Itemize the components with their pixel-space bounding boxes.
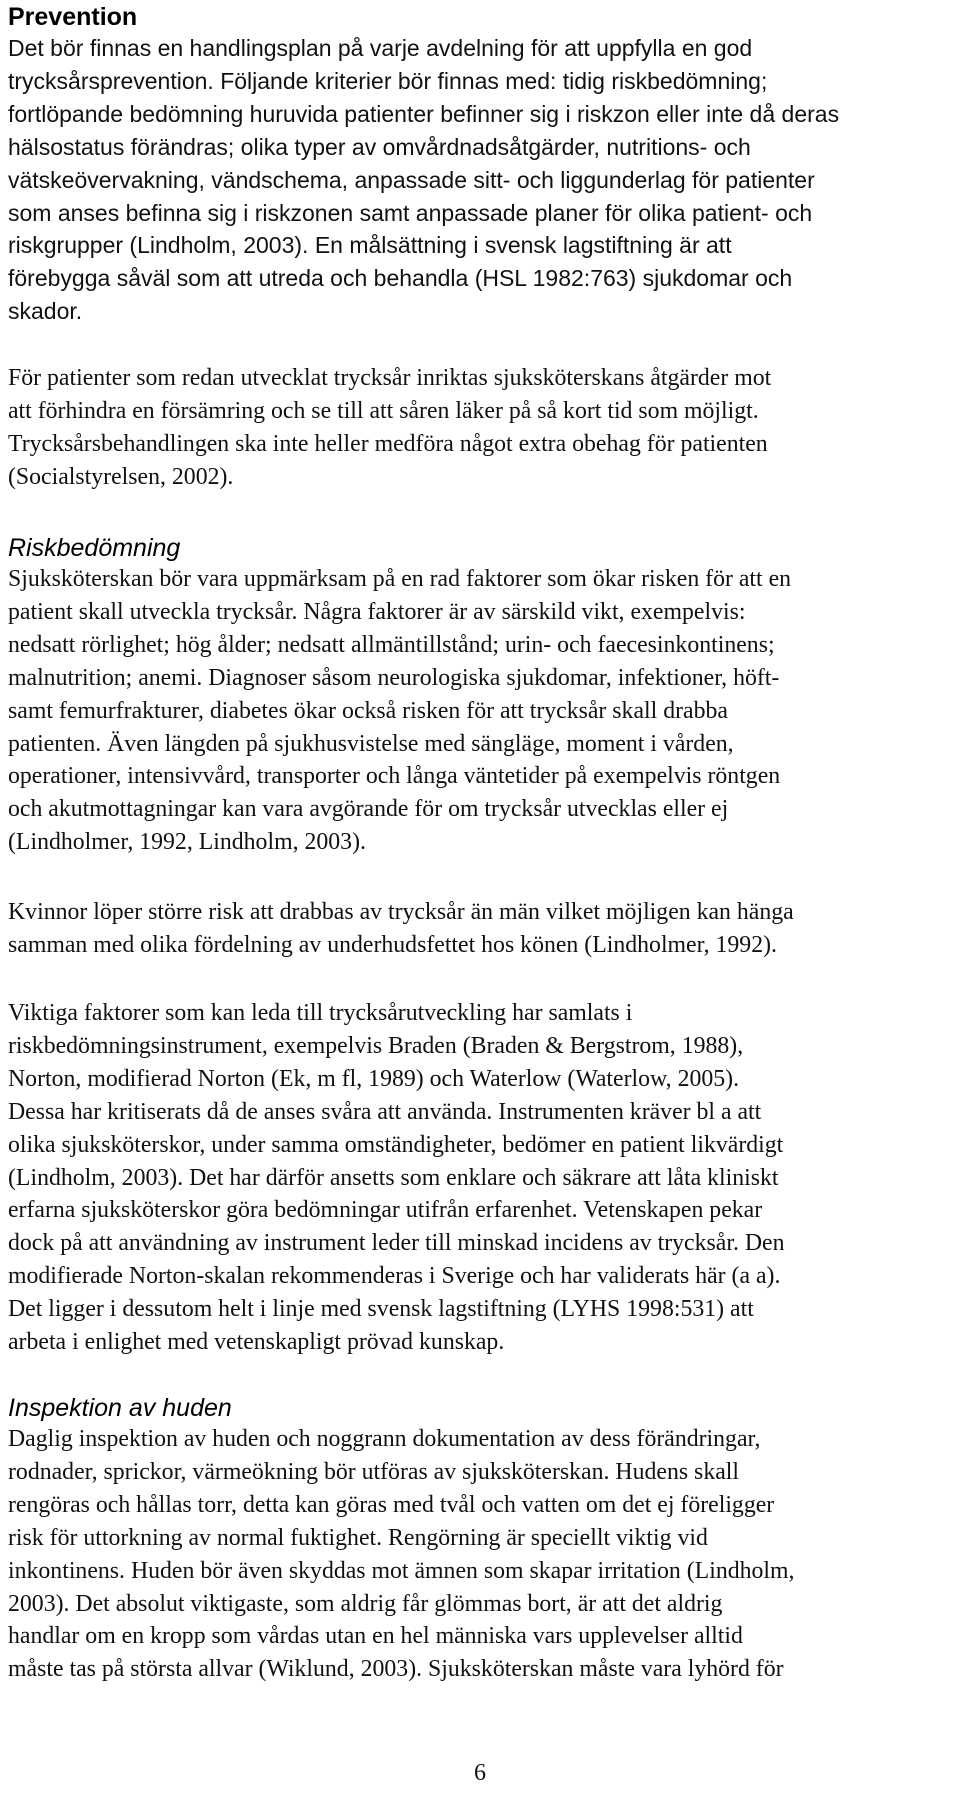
text-line: förebygga såväl som att utreda och behandla (HSL 1982:763) sjukdomar och	[8, 265, 793, 292]
section-prevention	[8, 2, 952, 328]
text-line: skador.	[8, 298, 83, 325]
text-line: handlar om en kropp som vårdas utan en hel människa vars upplevelser alltid	[8, 1623, 743, 1650]
text-line: att förhindra en försämring och se till att såren läker på så kort tid som möjligt.	[8, 397, 759, 424]
text-line: Daglig inspektion av huden och noggrann dokumentation av dess förändringar,	[8, 1426, 761, 1452]
text-line: måste tas på största allvar (Wiklund, 2003). Sjuksköterskan måste vara lyhörd för	[8, 1656, 784, 1683]
text-line: (Lindholmer, 1992, Lindholm, 2003).	[8, 829, 366, 856]
text-line: 2003). Det absolut viktigaste, som aldrig får glömmas bort, är att det aldrig	[8, 1590, 723, 1617]
text-line: nedsatt rörlighet; hög ålder; nedsatt allmäntillstånd; urin- och faecesinkontinens;	[8, 631, 775, 658]
text-line: rengöras och hållas torr, detta kan göras med tvål och vatten om det ej föreligger	[8, 1491, 775, 1518]
text-line: samt femurfrakturer, diabetes ökar också risken för att trycksår skall drabba	[8, 697, 728, 724]
section-heading-inspektion: Inspektion av huden	[8, 1394, 232, 1422]
text-line: inkontinens. Huden bör även skyddas mot ämnen som skapar irritation (Lindholm,	[8, 1557, 795, 1584]
text-line: trycksårsprevention. Följande kriterier bör finnas med: tidig riskbedömning;	[8, 67, 768, 94]
text-line: malnutrition; anemi. Diagnoser såsom neurologiska sjukdomar, infektioner, höft-	[8, 664, 780, 691]
paragraph-prevention-treatment	[8, 362, 952, 494]
text-line: operationer, intensivvård, transporter och långa väntetider på exempelvis röntgen	[8, 763, 781, 790]
text-line: risk för uttorkning av normal fuktighet. Rengörning är speciellt viktig vid	[8, 1524, 708, 1551]
text-line: (Socialstyrelsen, 2002).	[8, 463, 234, 490]
paragraph-women-risk	[8, 896, 952, 962]
text-line: Trycksårsbehandlingen ska inte heller medföra något extra obehag för patienten	[8, 430, 768, 457]
text-line: riskgrupper (Lindholm, 2003). En målsättning i svensk lagstiftning är att	[8, 232, 732, 259]
text-line: Det ligger i dessutom helt i linje med svensk lagstiftning (LYHS 1998:531) att	[8, 1296, 754, 1323]
text-line: arbeta i enlighet med vetenskapligt prövad kunskap.	[8, 1329, 505, 1356]
section-heading-prevention: Prevention	[8, 3, 138, 31]
text-line: (Lindholm, 2003). Det har därför ansetts som enklare och säkrare att låta kliniskt	[8, 1164, 779, 1191]
text-line: riskbedömningsinstrument, exempelvis Braden (Braden & Bergstrom, 1988),	[8, 1032, 744, 1059]
text-line: modifierade Norton-skalan rekommenderas i Sverige och har validerats här (a a).	[8, 1263, 781, 1290]
paragraph-skin-inspection	[8, 1423, 952, 1686]
text-line: Kvinnor löper större risk att drabbas av trycksår än män vilket möjligen kan hänga	[8, 899, 794, 925]
section-inspektion	[8, 1393, 952, 1686]
text-line: och akutmottagningar kan vara avgörande för om trycksår utvecklas eller ej	[8, 796, 729, 823]
text-line: Dessa har kritiserats då de anses svåra att använda. Instrumenten kräver bl a att	[8, 1098, 762, 1125]
page-number: 6	[474, 1760, 486, 1786]
text-line: hälsostatus förändras; olika typer av omvårdnadsåtgärder, nutritions- och	[8, 133, 751, 160]
text-line: olika sjuksköterskor, under samma omständigheter, bedömer en patient likvärdigt	[8, 1131, 784, 1158]
text-line: fortlöpande bedömning huruvida patienter befinner sig i riskzon eller inte då deras	[8, 100, 840, 127]
section-heading-riskbedomning: Riskbedömning	[8, 534, 181, 562]
text-line: samman med olika fördelning av underhudsfettet hos könen (Lindholmer, 1992).	[8, 931, 777, 958]
text-line: som anses befinna sig i riskzonen samt anpassade planer för olika patient- och	[8, 199, 813, 226]
text-line: För patienter som redan utvecklat trycksår inriktas sjuksköterskans åtgärder mot	[8, 365, 772, 391]
text-line: patient skall utveckla trycksår. Några faktorer är av särskild vikt, exempelvis:	[8, 598, 746, 625]
paragraph-risk-instruments	[8, 997, 952, 1359]
text-line: vätskeövervakning, vändschema, anpassade sitt- och liggunderlag för patienter	[8, 166, 815, 193]
text-line: Det bör finnas en handlingsplan på varje avdelning för att uppfylla en god	[8, 35, 753, 61]
text-line: Norton, modifierad Norton (Ek, m fl, 1989) och Waterlow (Waterlow, 2005).	[8, 1065, 740, 1092]
paragraph-prevention-criteria	[8, 32, 952, 328]
text-line: patienten. Även längden på sjukhusvistelse med sängläge, moment i vården,	[8, 730, 734, 757]
paragraph-risk-factors	[8, 563, 952, 859]
text-line: dock på att användning av instrument leder till minskad incidens av trycksår. Den	[8, 1230, 785, 1257]
text-line: erfarna sjuksköterskor göra bedömningar utifrån erfarenhet. Vetenskapen pekar	[8, 1197, 763, 1224]
text-line: rodnader, sprickor, värmeökning bör utföras av sjuksköterskan. Hudens skall	[8, 1458, 739, 1485]
text-line: Viktiga faktorer som kan leda till trycksårutveckling har samlats i	[8, 1000, 633, 1026]
section-riskbedomning	[8, 533, 952, 859]
text-line: Sjuksköterskan bör vara uppmärksam på en rad faktorer som ökar risken för att en	[8, 566, 792, 592]
